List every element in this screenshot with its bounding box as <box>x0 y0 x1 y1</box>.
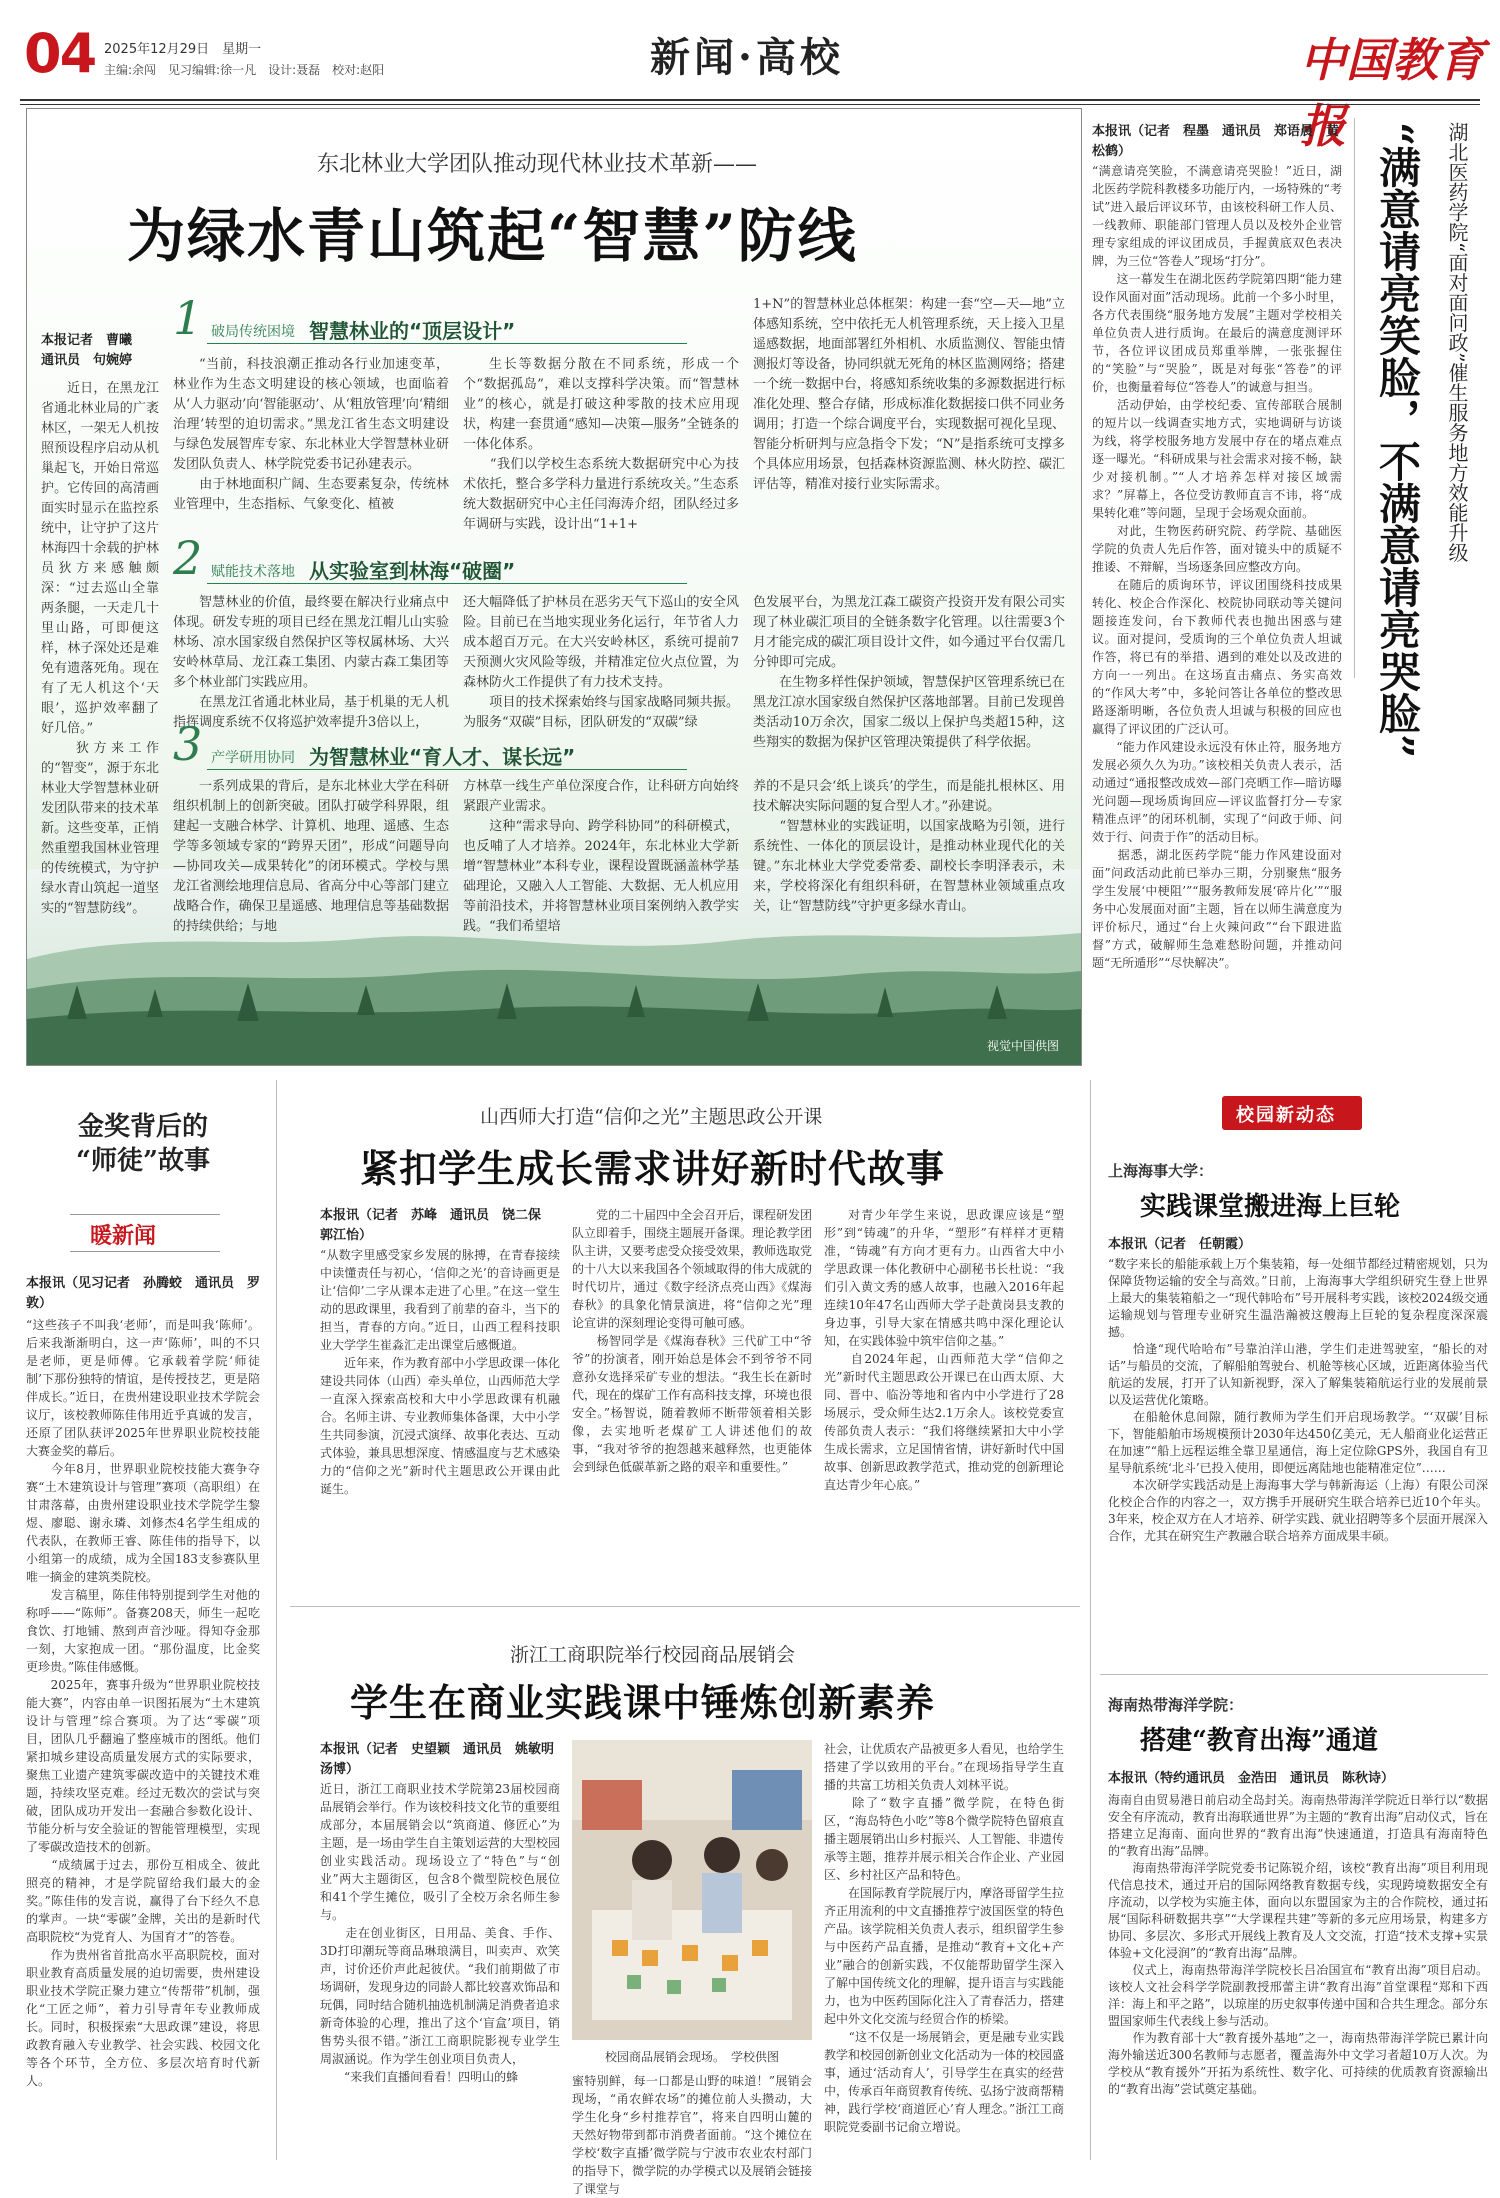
hubei-subtitle: 湖北医药学院“面对面问政”催生服务地方效能升级 <box>1445 122 1469 563</box>
section-title: 新闻·高校 <box>650 34 844 81</box>
shanxi-col2: 党的二十届四中全会召开后，课程研发团队立即着手，围绕主题展开备课。理论教学团队主讲，又要考虑受众接受效果，教师选取党的十八大以来我国各个领域取得的伟大成就的时代切片，通过《数字经济点亮山西》《煤海春秋》的具象化情景演进，将“信仰之光”理论宣讲的深刻理论变得可触可感。 杨智同学是《煤海春秋》三代矿工中“爷爷”的扮演者，刚开始总是体会不到爷爷不同意孙女选择采矿专业的想法。“我生长在新时代，现在的煤矿工作有高科技支撑，环境也很安全。”杨智说，随着教师不断带领着相关影像，去实地听老煤矿工人讲述他们的故事，“我对爷爷的抱怨越来越释然，也更能体会到绿色低碳革新之路的艰辛和重要性。” <box>572 1208 813 1474</box>
campus-news <box>1100 1080 1488 2160</box>
s3-col3: 养的不是只会‘纸上谈兵’的学生，而是能扎根林区、用技术解决实际问题的复合型人才。”孙建说。 “智慧林业的实践证明，以国家战略为引领，进行系统性、一体化的顶层设计，是推动林业现代化的关键。”东北林业大学党委常委、副校长李明泽表示，未来，学校将深化有组织科研，在智慧林业领域重点攻关，让“智慧防线”守护更多绿水青山。 <box>753 779 1065 914</box>
s1-col3: 1+N”的智慧林业总体框架：构建一套“空—天—地”立体感知系统，空中依托无人机管理系统，天上接入卫星遥感数据，地面部署红外相机、水质监测仪、智能虫情测报灯等设备，协同织就无死角的林区监测网络；搭建一个统一数据中台，将感知系统收集的多源数据进行标准化处理、整合存储，形成标准化数据接口供不同业务调用；打造一个综合调度平台，实现数据可视化呈现、智能分析研判与应急指令下发；“N”是指系统可支撑多个具体应用场景，包括森林资源监测、林火防控、碳汇评估等，精准对接行业实际需求。 <box>753 297 1066 492</box>
photo-caption: 校园商品展销会现场。 学校供图 <box>604 2050 779 2064</box>
section-2-rule <box>207 583 687 584</box>
lead-intro: 近日，在黑龙江省通北林业局的广袤林区，一架无人机按照预设程序启动从机巢起飞，开始日常巡护。它传回的高清画面实时显示在监控系统中，让守护了这片林海四十余载的护林员狄方来感触颇深：“过去巡山全靠两条腿，一天走几十里山路，可即便这样，林子深处还是难免有遗落死角。现在有了无人机这个‘天眼’，巡护效率翻了好几倍。” 狄方来工作的“智变”，源于东北林业大学智慧林业研发团队带来的技术革新。这些变革，正悄然重塑我国林业管理的传统模式，为守护绿水青山筑起一道坚实的“智慧防线”。 <box>41 381 159 916</box>
shanghai-kicker: 上海海事大学： <box>1108 1162 1214 1180</box>
hubei-story <box>1092 108 1486 1064</box>
date-line: 2025年12月29日 星期一 <box>104 42 262 57</box>
warm-story <box>26 1080 260 2160</box>
s2-col3: 色发展平台，为黑龙江森工碳资产投资开发有限公司实现了林业碳汇项目的全链条数字化管理。以往需要3个月才能完成的碳汇项目设计文件，如今通过平台仅需几分钟即可完成。 在生物多样性保护领域，智慧保护区管理系统已在黑龙江凉水国家级自然保护区落地部署。目前已发现兽类活动10万余次，国家二级以上保护鸟类超15种，这些翔实的数据为保护区管理决策提供了科学依据。 <box>753 595 1066 750</box>
photo-credit: 视觉中国供图 <box>987 1039 1060 1053</box>
section-tag: 产学研用协同 <box>211 750 295 766</box>
hubei-body: “满意请亮笑脸，不满意请亮哭脸！”近日，湖北医药学院科教楼多功能厅内，一场特殊的“考试”进入最后评议环节，由该校科研工作人员、一线教师、职能部门管理人员以及校外企业管理专家组成的评议团成员，手握黄底双色表决牌，为三位“答卷人”现场“打分”。 这一幕发生在湖北医药学院第四期“能力建设作风面对面”活动现场。此前一个多小时里，各方代表围绕“服务地方发展”主题对学校相关单位负责人进行质询。在最后的满意度测评环节，各位评议团成员郑重举牌，一张张握住的“笑脸”与“哭脸”，既是对每张“答卷”的评价，也衡量着每位“答卷人”的诚意与担当。 活动伊始，由学校纪委、宣传部联合展制的短片以一线调查实地方式，实地调研与访谈为线，将学校服务地方发展中存在的堵点难点逐一曝光。“科研成果与社会需求对接不畅，缺少对接机制。”“人才培养怎样对接区域需求？”屏幕上，各位受访教师直言不讳，将“成果转化难”等问题，呈现于会场观众面前。 对此，生物医药研究院、药学院、基础医学院的负责人先后作答，面对镜头中的质疑不推诿、不辩解，当场逐条回应整改方向。 在随后的质询环节，评议团围绕科技成果转化、校企合作深化、校院协同联动等关键问题接连发问，台下教师代表也抛出困惑与建议。面对提问，受质询的三个单位负责人坦诚作答，将已有的举措、遇到的难处以及改进的方向一一列出。在这场直击痛点、务实高效的“作风大考”中，多轮问答让各单位的整改思路逐渐明晰，各位负责人坦诚与积极的回应也赢得了评议团的广泛认可。 “能力作风建设永远没有休止符，服务地方发展必须久久为功。”该校相关负责人表示，活动通过“通报整改成效—部门亮晒工作—暗访曝光问题—现场质询回应—评议监督打分—专家精准点评”的闭环机制，实现了“问政于师、问效于行、问责于作”的活动目标。 据悉，湖北医药学院“能力作风建设面对面”问政活动此前已举办三期，分别聚焦“服务学生发展‘中梗阻’”“服务教师发展‘碎片化’”“服务中心发展面对面”主题，旨在以师生满意度为评价标尺，通过“台上火辣问政”“台下跟进监督”方式，破解师生急难愁盼问题，并推动问题“无所遁形”“尽快解决”。 <box>1092 164 1342 970</box>
zhejiang-kicker: 浙江工商职院举行校园商品展销会 <box>510 1644 796 1666</box>
warm-byline: 本报讯（见习记者 孙腾蛟 通讯员 罗敦） <box>26 1276 261 1311</box>
section-number: 3 <box>173 717 203 771</box>
shanxi-kicker: 山西师大打造“信仰之光”主题思政公开课 <box>480 1106 823 1128</box>
hubei-headline: “满意请亮笑脸，不满意请亮哭脸” <box>1373 122 1422 759</box>
editors-line: 主编:余闯 见习编辑:徐一凡 设计:聂磊 校对:赵阳 <box>104 63 385 77</box>
shanghai-headline: 实践课堂搬进海上巨轮 <box>1140 1192 1401 1222</box>
section-title: 从实验室到林海“破圈” <box>309 559 516 583</box>
hainan-kicker: 海南热带海洋学院： <box>1108 1696 1244 1714</box>
shanxi-col1: “从数字里感受家乡发展的脉搏，在青春接续中读懂责任与初心，‘信仰之光’的音诗画更是让‘信仰’二字从课本走进了心里。”在这一堂生动的思政课里，我看到了前辈的奋斗，当下的担当，青春的方向。”近日，山西工程科技职业大学学生崔淼汇走出课堂后感慨道。 近年来，作为教育部中小学思政课一体化建设共同体（山西）牵头单位，山西师范大学一直深入探索高校和大中小学思政课有机融合。名师主讲、专业教师集体备课，大中小学生共同参演，沉浸式演绎、故事化表达、互动式体验，兼具思想深度、情感温度与艺术感染力的“信仰之光”新时代主题思政公开课由此诞生。 <box>320 1248 561 1496</box>
s3-col2: 方林草一线生产单位深度合作，让科研方向始终紧跟产业需求。 这种“需求导向、跨学科协同”的科研模式，也反哺了人才培养。2024年，东北林业大学新增“智慧林业”本科专业，课程设置既涵盖林学基础理论，又融入人工智能、大数据、无人机应用等前沿技术，并将智慧林业项目案例纳入教学实践。“我们希望培 <box>463 779 739 934</box>
divider-mid <box>290 1606 1080 1607</box>
zhejiang-col1: 近日，浙江工商职业技术学院第23届校园商品展销会举行。作为该校科技文化节的重要组成部分，本届展销会以“筑商道、修匠心”为主题，是一场由学生自主策划运营的大型校园创业实践活动。现场设立了“特色”与“创业”两大主题街区，包含8个微型院校色展位和41个学生摊位，吸引了全校万余名师生参与。 走在创业街区，日用品、美食、手作、3D打印潮玩等商品琳琅满目，叫卖声、欢笑声，讨价还价声此起彼伏。“我们前期做了市场调研，发现身边的同龄人都比较喜欢饰品和玩偶，同时结合随机抽选机制满足消费者追求新奇体验的心理，推出了这个‘盲盒’项目，销售势头很不错。”浙江工商职院影视专业学生周淑涵说。作为学生创业项目负责人， “来我们直播间看看！四明山的蜂 <box>320 1782 561 2084</box>
hainan-byline: 本报讯（特约通讯员 金浩田 通讯员 陈秋诗） <box>1108 1771 1395 1786</box>
campus-divider <box>1100 1674 1488 1675</box>
zhejiang-headline: 学生在商业实践课中锤炼创新素养 <box>350 1680 936 1725</box>
section-3-rule <box>207 769 687 770</box>
masthead-rule-thin <box>20 104 1480 105</box>
section-1-rule <box>207 343 687 344</box>
section-tag: 赋能技术落地 <box>211 564 295 580</box>
section-tag: 破局传统困境 <box>211 324 295 340</box>
divider-right <box>1090 1080 1091 2160</box>
s2-col1: 智慧林业的价值，最终要在解决行业痛点中体现。研发专班的项目已经在黑龙江帽儿山实验林场、凉水国家级自然保护区等权属林场、大兴安岭林草局、龙江森工集团、内蒙古森工集团等多个林业部门实践应用。 在黑龙江省通北林业局，基于机巢的无人机指挥调度系统不仅将巡护效率提升3倍以上， <box>173 595 449 730</box>
market-photo <box>572 1740 812 2040</box>
shanghai-byline: 本报讯（记者 任朝霞） <box>1108 1237 1252 1252</box>
section-number: 2 <box>173 531 203 585</box>
masthead-rule <box>20 99 1480 101</box>
hainan-headline: 搭建“教育出海”通道 <box>1140 1726 1378 1756</box>
zhejiang-byline: 本报讯（记者 史望颖 通讯员 姚敏明 汤博） <box>320 1742 568 1777</box>
section-title: 为智慧林业“育人才、谋长远” <box>309 745 576 769</box>
section-title: 智慧林业的“顶层设计” <box>309 319 516 343</box>
hubei-byline: 本报讯（记者 程墨 通讯员 郑语晨 黄松鹤） <box>1092 124 1340 159</box>
s1-col1: “当前，科技浪潮正推动各行业加速变革，林业作为生态文明建设的核心领域，也面临着从‘人力驱动’向‘智能驱动’、从‘粗放管理’向‘精细治理’转型的迫切需求。”黑龙江省生态文明建设与绿色发展智库专家、东北林业大学智慧林业研发团队负责人、林学院党委书记孙建表示。 由于林地面积广阔、生态要素复杂，传统林业管理中，生态指标、气象变化、植被 <box>173 357 449 512</box>
s1-col2: 生长等数据分散在不同系统，形成一个个“数据孤岛”，难以支撑科学决策。而“智慧林业”的核心，就是打破这种零散的技术应用现状，构建一套贯通“感知—决策—服务”全链条的一体化体系。 “我们以学校生态系统大数据研究中心为技术依托，整合多学科力量进行系统攻关。”生态系统大数据研究中心主任闫海涛介绍，团队经过多年调研与实践，设计出“1+1+ <box>463 357 739 532</box>
lead-kicker: 东北林业大学团队推动现代林业技术革新—— <box>317 152 758 177</box>
hainan-body: 海南自由贸易港日前启动全岛封关。海南热带海洋学院近日举行以“数据安全有序流动，教育出海联通世界”为主题的“教育出海”启动仪式，旨在搭建立足海南、面向世界的“教育出海”快速通道，打造具有海南特色的“教育出海”品牌。 海南热带海洋学院党委书记陈锐介绍，该校“教育出海”项目利用现代信息技术，通过开启的国际网络教育数据专线，实现跨境数据安全有序流动，以学校为实施主体，面向以东盟国家为主的合作院校，通过拓展“国际科研数据共享”“大学课程共建”等新的多元应用场景，构建多方协同、多层次、多形式开展线上教育及人文交流，打造“技术支撑+实景体验+文化浸润”的“教育出海”品牌。 仪式上，海南热带海洋学院校长吕冶国宣布“教育出海”项目启动。该校人文社会科学学院副教授邢蕾主讲“教育出海”首堂课程“郑和下西洋：海上和平之路”，以琼崖的历史叙事传递中国和合共生理念。部分东盟国家师生代表线上参与活动。 作为教育部十大“教育援外基地”之一，海南热带海洋学院已累计向海外输送近300名教师与志愿者，覆盖海外中文学习者超10万人次。为学校从“教育援外”开拓为系统性、数字化、可持续的优质教育资源输出的“教育出海”尝试奠定基础。 <box>1108 1793 1488 2096</box>
shanghai-body: “数字来长的船能承载上万个集装箱，每一处细节都经过精密规划，只为保障货物运输的安全与高效。”日前，上海海事大学组织研究生登上世界上最大的集装箱船之一“现代韩哈布”号开展科考实践，该校2024级交通运输规划与管理专业研究生温浩瀚被这艘海上巨轮的复杂程度深深震撼。 恰逢“现代哈哈布”号靠泊洋山港，学生们走进驾驶室，“船长的对话”与船员的交流，了解船舶驾驶台、机舱等核心区域，近距离体验当代航运的发展，打开了认知新视野，深入了解集装箱航运行业的发展前景以及运营优化策略。 在船舱休息间隙，随行教师为学生们开启现场教学。“‘双碳’目标下，智能船舶市场规模预计2030年达450亿美元，无人船商业化运营正在加速”“船上远程运维全靠卫星通信，海上定位除GPS外，我国自有卫星导航系统‘北斗’已投入使用，即便远离陆地也能精准定位”…… 本次研学实践活动是上海海事大学与韩新海运（上海）有限公司深化校企合作的内容之一，双方携手开展研究生联合培养已近10个年头。3年来，校企双方在人才培养、研学实践、就业招聘等多个层面开展深入合作，尤其在研究生产教融合联合培养方面成果丰硕。 <box>1108 1257 1488 1543</box>
lead-headline: 为绿水青山筑起“智慧”防线 <box>127 202 858 270</box>
section-3-header <box>173 717 1053 771</box>
warm-badge <box>70 1214 220 1252</box>
lead-byline: 本报记者 曹曦 通讯员 句婉婷 <box>41 333 133 368</box>
shanxi-col3: 对青少年学生来说，思政课应该是“塑形”到“铸魂”的升华，“塑形”有样样才更精准，“铸魂”有方向才更有力。山西省大中小学思政课一体化教研中心副秘书长杜说：“我们引入黄文秀的感人故事，也融入2016年起连续10年47名山西师大学子赴黄岗县支教的身边事，引导大家在情感共鸣中深化理论认知，在实践体验中筑牢信仰之基。” 自2024年起，山西师范大学“信仰之光”新时代主题思政公开课已在山西太原、大同、晋中、临汾等地和省内中小学进行了28场展示，受众师生达2.1万余人。该校党委宣传部负责人表示：“我们将继续紧扣大中小学生成长需求，立足国情省情，讲好新时代中国故事、创新思政教学范式，推动党的创新理论直达青少年心底。” <box>824 1208 1065 1492</box>
page-number: 04 <box>24 22 96 85</box>
lead-story <box>26 108 1082 1066</box>
section-2-header <box>173 531 1053 585</box>
shanxi-byline: 本报讯（记者 苏峰 通讯员 饶二保 郭江怡） <box>320 1208 555 1243</box>
paper-name: 中国教育报 <box>1300 33 1484 153</box>
warm-badge-label: 暖新闻 <box>90 1223 157 1249</box>
hubei-vertical-rule <box>1354 118 1355 678</box>
shanxi-headline: 紧扣学生成长需求讲好新时代故事 <box>360 1146 946 1191</box>
shanxi-story <box>290 1080 1080 1600</box>
campus-badge <box>1222 1096 1362 1130</box>
zhejiang-story <box>290 1610 1080 2196</box>
s3-col1: 一系列成果的背后，是东北林业大学在科研组织机制上的创新突破。团队打破学科界限，组建起一支融合林学、计算机、地理、遥感、生态学等多领域专家的“跨界天团”，形成“问题导向—协同攻关—成果转化”的闭环模式。学校与黑龙江省测绘地理信息局、省高分中心等部门建立战略合作，确保卫星遥感、地理信息等基础数据的持续供给；与地 <box>173 779 449 934</box>
divider-left <box>276 1080 277 2160</box>
section-number: 1 <box>173 291 203 345</box>
warm-headline: 金奖背后的 “师徒”故事 <box>76 1112 210 1176</box>
zhejiang-col2-bottom: 蜜特别鲜，每一口都是山野的味道！”展销会现场，“甬农鲜农场”的摊位前人头攒动，大学生化身“乡村推荐官”，将来自四明山麓的天然好物带到都市消费者面前。“这个摊位在学校‘数字直播’微学院与宁波市农业农村部门的指导下，微学院的办学模式以及展销会链接了课堂与 <box>572 2074 813 2196</box>
warm-body: “这些孩子不叫我‘老师’，而是叫我‘陈师’。后来我渐渐明白，这一声‘陈师’，叫的不只是老师，更是师傅。它承载着学院‘师徒制’下那份独特的情谊，是传授技艺，更是陪伴成长。”近日，在贵州建设职业技术学院会议厅，该校教师陈佳伟用近乎真诚的发言，还原了团队获评2025年世界职业院校技能大赛金奖的幕后。 今年8月，世界职业院校技能大赛争夺赛“土木建筑设计与管理”赛项（高职组）在甘肃落幕，由贵州建设职业技术学院学生黎煜、廖聪、谢永璘、刘修杰4名学生组成的代表队，在教师王睿、陈佳伟的指导下，以小组第一的成绩，成为全国183支参赛队里唯一摘金的建筑类院校。 发言稿里，陈佳伟特别提到学生对他的称呼——“陈师”。备赛208天，师生一起吃食饮、打地铺、熬到声音沙哑。得知夺金那一刻，大家抱成一团。“那份温度，比金奖更珍贵。”陈佳伟感慨。 2025年，赛事升级为“世界职业院校技能大赛”，内容由单一识图拓展为“土木建筑设计与管理”综合赛项。为了达“零碳”项目，团队几乎翻遍了整座城市的图纸。他们紧扣城乡建设高质量发展方式的实际要求，聚焦工业遗产建筑零碳改造中的关键技术难题，持续攻坚克难。经过无数次的尝试与突破，团队成功开发出一套融合参数化设计、节能分析与安全验证的智能管理模型，实现了零碳改造技术的创新。 “成绩属于过去，那份互相成全、彼此照亮的精神，才是学院留给我们最大的金奖。”陈佳伟的发言说，赢得了台下经久不息的掌声。一块“零碳”金牌，关出的是新时代高职院校“为党育人、为国育才”的答卷。 作为贵州省首批高水平高职院校，面对职业教育高质量发展的迫切需要，贵州建设职业技术学院正聚力建立“传帮带”机制，强化“工匠之师”，着力引导青年专业教师成长。同时，积极探索“大思政课”建设，将思政教育融入专业教学、社会实践、校园文化等各个环节，全方位、多层次培育时代新人。 <box>26 1318 260 2088</box>
s2-col2: 还大幅降低了护林员在恶劣天气下巡山的安全风险。目前已在当地实现业务化运行，年节省人力成本超百万元。在大兴安岭林区，系统可提前7天预测火灾风险等级，并精准定位火点位置，为森林防火工作提供了有力技术支持。 项目的技术探索始终与国家战略同频共振。为服务“双碳”目标，团队研发的“双碳”绿 <box>463 595 739 730</box>
zhejiang-col3: 社会，让优质农产品被更多人看见，也给学生搭建了学以致用的平台。”在现场指导学生直播的共富工坊相关负责人刘林平说。 除了“数字直播”微学院，在特色街区，“海岛特色小吃”等8个微学院特色留痕直播主题展销出山乡村振兴、人工智能、非遗传承等主题，推荐并展示相关合作企业、产业园区、乡村社区产品和特色。 在国际教育学院展厅内，摩洛哥留学生拉齐正用流利的中文直播推荐宁波国医堂的特色产品。该学院相关负责人表示，组织留学生参与中医药产品直播，是推动“教育+文化+产业”融合的创新实践，不仅能帮助留学生深入了解中国传统文化的理解，提升语言与实践能力，也为中医药国际化注入了青春活力，搭建起中外文化交流与经贸合作的桥梁。 “这不仅是一场展销会，更是融专业实践教学和校园创新创业文化活动为一体的校园盛事，通过‘活动育人’，引导学生在真实的经营中，传承百年商贸教育传统、弘扬宁波商帮精神，践行学校‘商道匠心’育人理念。”浙江工商职院党委副书记俞立增说。 <box>824 1742 1065 2134</box>
campus-badge-label: 校园新动态 <box>1236 1105 1336 1126</box>
